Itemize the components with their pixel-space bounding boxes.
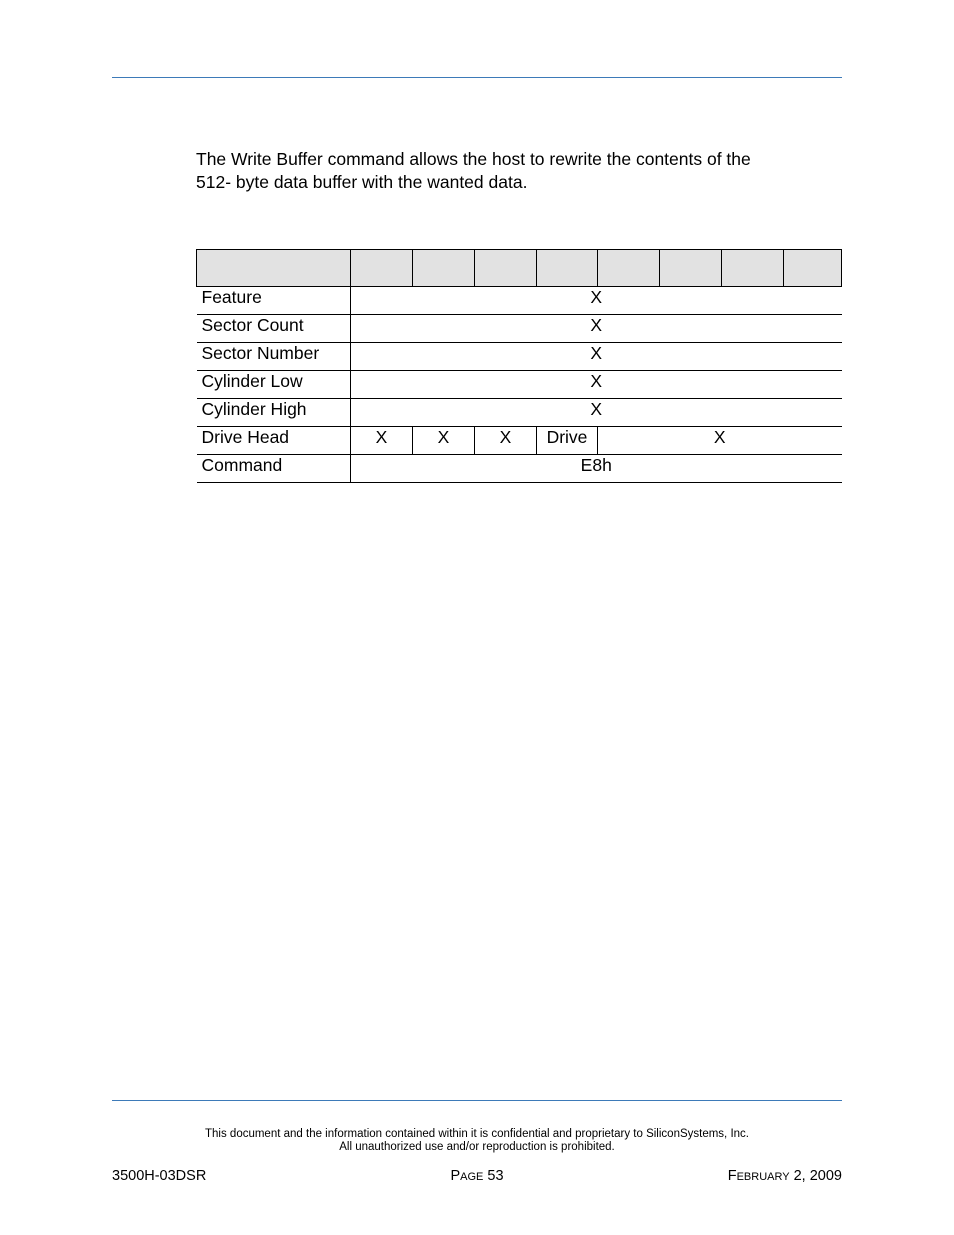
table-row	[197, 343, 842, 371]
table-row	[197, 427, 842, 455]
register-name: Drive Head	[197, 427, 351, 455]
intro-paragraph	[196, 148, 816, 194]
page-word-rest: AGE	[460, 1171, 484, 1183]
header-cell-bit-6	[413, 250, 475, 287]
date-day-year: 2, 2009	[793, 1168, 842, 1184]
register-value: X	[351, 287, 842, 315]
drive-head-bit-4: Drive	[537, 427, 598, 455]
register-name: Cylinder High	[197, 399, 351, 427]
header-cell-register	[197, 250, 351, 287]
register-value: X	[351, 315, 842, 343]
document-date	[728, 1167, 842, 1186]
header-cell-bit-7	[351, 250, 413, 287]
page-number-value: 53	[487, 1168, 504, 1184]
register-value: X	[351, 371, 842, 399]
table-row	[197, 315, 842, 343]
intro-line-2: 512- byte data buffer with the wanted data.	[196, 172, 528, 192]
header-cell-bit-3	[598, 250, 660, 287]
table-row	[197, 399, 842, 427]
footer-rule	[112, 1100, 842, 1101]
table-row	[197, 287, 842, 315]
register-name: Command	[197, 455, 351, 483]
table-row	[197, 371, 842, 399]
confidentiality-notice-line-1: This document and the information contained within it is confidential and proprietary to SiliconSystems, Inc.	[205, 1128, 749, 1140]
date-month-initial: F	[727, 1168, 737, 1184]
header-cell-bit-5	[475, 250, 537, 287]
register-name: Sector Count	[197, 315, 351, 343]
document-id: 3500H-03DSR	[112, 1168, 207, 1184]
drive-head-bit-6: X	[413, 427, 475, 455]
register-value: X	[351, 343, 842, 371]
table-row	[197, 455, 842, 483]
register-name: Cylinder Low	[197, 371, 351, 399]
header-cell-bit-2	[660, 250, 722, 287]
write-buffer-register-table	[196, 249, 842, 483]
date-month-rest: EBRUARY	[736, 1171, 790, 1183]
table-header-row	[197, 250, 842, 287]
confidentiality-notice-line-2: All unauthorized use and/or reproduction is prohibited.	[339, 1141, 615, 1153]
drive-head-bit-5: X	[475, 427, 537, 455]
header-cell-bit-1	[722, 250, 784, 287]
register-name: Feature	[197, 287, 351, 315]
register-value: E8h	[351, 455, 842, 483]
header-cell-bit-0	[784, 250, 842, 287]
header-rule	[112, 77, 842, 78]
register-value: X	[351, 399, 842, 427]
header-cell-bit-4	[537, 250, 598, 287]
drive-head-bit-7: X	[351, 427, 413, 455]
register-name: Sector Number	[197, 343, 351, 371]
page-word-initial: P	[450, 1168, 461, 1184]
drive-head-bits-3-0: X	[598, 427, 842, 455]
intro-line-1: The Write Buffer command allows the host to rewrite the contents of the	[196, 149, 751, 169]
